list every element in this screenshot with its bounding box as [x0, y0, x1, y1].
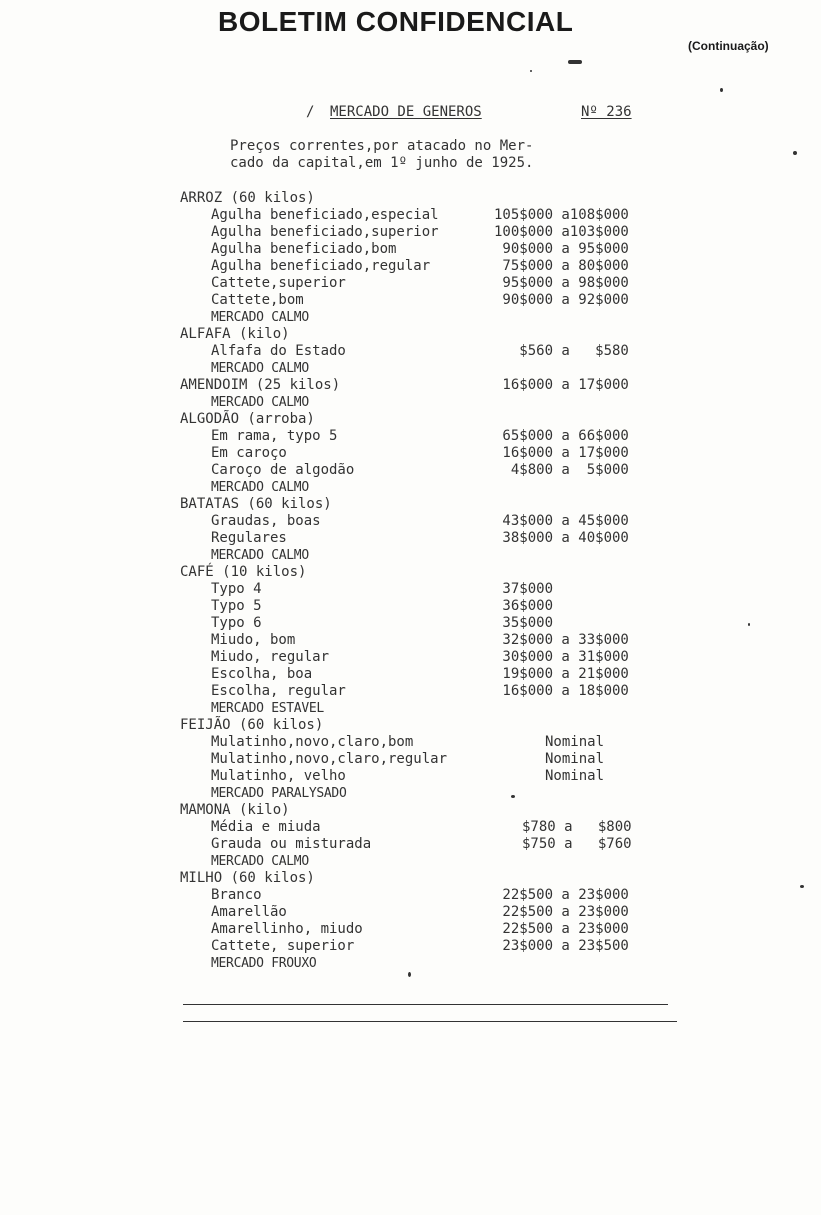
price-value: 32$000 a 33$000 — [494, 632, 629, 648]
market-status-row — [180, 547, 700, 564]
price-value: Nominal — [545, 768, 605, 784]
item-label: Typo 5 — [211, 598, 262, 614]
price-row — [180, 207, 700, 224]
category-label: ALGODÃO (arroba) — [180, 411, 315, 427]
item-label: Agulha beneficiado,regular — [211, 258, 431, 274]
price-value: $750 a $760 — [522, 836, 632, 852]
category-label: AMENDOIM (25 kilos) — [180, 377, 341, 393]
price-value: 95$000 a 98$000 — [494, 275, 629, 291]
section-title: MERCADO DE GENEROS — [330, 104, 482, 120]
category-row — [180, 870, 700, 887]
price-row — [180, 343, 700, 360]
category-label: CAFÉ (10 kilos) — [180, 564, 307, 580]
scan-speck — [720, 88, 723, 92]
item-label: Graudas, boas — [211, 513, 321, 529]
price-row — [180, 445, 700, 462]
market-status: MERCADO CALMO — [211, 310, 309, 325]
scan-speck — [793, 151, 797, 155]
price-value: 23$000 a 23$500 — [494, 938, 629, 954]
item-label: Mulatinho,novo,claro,regular — [211, 751, 448, 767]
item-label: Miudo, regular — [211, 649, 330, 665]
price-row — [180, 666, 700, 683]
category-row — [180, 496, 700, 513]
price-value: Nominal — [545, 734, 605, 750]
price-value: 22$500 a 23$000 — [494, 904, 629, 920]
bulletin-title: BOLETIM CONFIDENCIAL — [218, 6, 574, 37]
market-status-row — [180, 309, 700, 326]
price-row — [180, 292, 700, 309]
scan-speck — [530, 70, 532, 72]
price-value: 105$000 a108$000 — [494, 207, 629, 223]
item-label: Mulatinho,novo,claro,bom — [211, 734, 414, 750]
market-status-row — [180, 394, 700, 411]
category-row — [180, 411, 700, 428]
price-value: 16$000 a 18$000 — [494, 683, 629, 699]
price-row — [180, 904, 700, 921]
category-row — [180, 564, 700, 581]
price-listing — [180, 190, 700, 972]
scan-speck — [748, 623, 750, 626]
item-label: Cattete, superior — [211, 938, 355, 954]
category-label: BATATAS (60 kilos) — [180, 496, 332, 512]
market-status: MERCADO CALMO — [211, 361, 309, 376]
price-row — [180, 632, 700, 649]
price-value: 90$000 a 95$000 — [494, 241, 629, 257]
item-label: Branco — [211, 887, 262, 903]
price-row — [180, 887, 700, 904]
market-status: MERCADO ESTAVEL — [211, 701, 324, 716]
item-label: Agulha beneficiado,especial — [211, 207, 439, 223]
item-label: Miudo, bom — [211, 632, 296, 648]
item-label: Caroço de algodão — [211, 462, 355, 478]
price-row — [180, 768, 700, 785]
category-label: MAMONA (kilo) — [180, 802, 290, 818]
item-label: Em caroço — [211, 445, 287, 461]
price-row — [180, 581, 700, 598]
price-row — [180, 224, 700, 241]
intro-line: Preços correntes,por atacado no Mer- — [230, 138, 534, 154]
item-label: Agulha beneficiado,superior — [211, 224, 439, 240]
market-status-row — [180, 360, 700, 377]
item-label: Escolha, boa — [211, 666, 313, 682]
market-status: MERCADO PARALYSADO — [211, 786, 347, 801]
price-value: $560 a $580 — [494, 343, 629, 359]
price-row — [180, 275, 700, 292]
price-value: 36$000 — [494, 598, 554, 614]
price-value: 19$000 a 21$000 — [494, 666, 629, 682]
intro-paragraph — [230, 138, 533, 172]
price-value: 75$000 a 80$000 — [494, 258, 629, 274]
price-row — [180, 819, 700, 836]
price-value: 38$000 a 40$000 — [494, 530, 629, 546]
price-value: 22$500 a 23$000 — [494, 887, 629, 903]
item-label: Escolha, regular — [211, 683, 346, 699]
market-status-row — [180, 955, 700, 972]
market-status-row — [180, 700, 700, 717]
item-label: Typo 4 — [211, 581, 262, 597]
price-row — [180, 649, 700, 666]
price-value: 16$000 a 17$000 — [494, 377, 629, 393]
category-row — [180, 377, 700, 394]
item-label: Mulatinho, velho — [211, 768, 346, 784]
price-value: 100$000 a103$000 — [494, 224, 629, 240]
item-label: Amarellão — [211, 904, 287, 920]
category-row — [180, 802, 700, 819]
price-row — [180, 615, 700, 632]
price-value: 90$000 a 92$000 — [494, 292, 629, 308]
market-status: MERCADO FROUXO — [211, 956, 317, 971]
price-row — [180, 734, 700, 751]
market-status: MERCADO CALMO — [211, 395, 309, 410]
price-row — [180, 513, 700, 530]
price-row — [180, 683, 700, 700]
closing-rule — [183, 1004, 668, 1005]
category-row — [180, 717, 700, 734]
scan-speck — [511, 795, 515, 798]
item-label: Cattete,superior — [211, 275, 346, 291]
continuation-note: (Continuação) — [688, 39, 769, 53]
category-label: FEIJÃO (60 kilos) — [180, 717, 324, 733]
item-label: Typo 6 — [211, 615, 262, 631]
market-status: MERCADO CALMO — [211, 548, 309, 563]
intro-line: cado da capital,em 1º junho de 1925. — [230, 155, 534, 171]
price-row — [180, 428, 700, 445]
price-row — [180, 241, 700, 258]
price-row — [180, 921, 700, 938]
category-row — [180, 326, 700, 343]
category-label: ALFAFA (kilo) — [180, 326, 290, 342]
category-label: MILHO (60 kilos) — [180, 870, 315, 886]
price-value: Nominal — [545, 751, 605, 767]
item-label: Amarellinho, miudo — [211, 921, 363, 937]
price-value: $780 a $800 — [522, 819, 632, 835]
price-row — [180, 462, 700, 479]
closing-rule — [183, 1021, 677, 1022]
item-label: Agulha beneficiado,bom — [211, 241, 397, 257]
price-row — [180, 751, 700, 768]
category-label: ARROZ (60 kilos) — [180, 190, 315, 206]
market-status: MERCADO CALMO — [211, 854, 309, 869]
section-number: Nº 236 — [581, 104, 632, 120]
market-status-row — [180, 785, 700, 802]
price-value: 16$000 a 17$000 — [494, 445, 629, 461]
price-row — [180, 836, 700, 853]
item-label: Grauda ou misturada — [211, 836, 372, 852]
price-value: 22$500 a 23$000 — [494, 921, 629, 937]
price-row — [180, 598, 700, 615]
price-row — [180, 258, 700, 275]
price-value: 4$800 a 5$000 — [494, 462, 629, 478]
price-row — [180, 530, 700, 547]
market-status: MERCADO CALMO — [211, 480, 309, 495]
scan-speck — [800, 885, 804, 888]
price-value: 30$000 a 31$000 — [494, 649, 629, 665]
item-label: Média e miuda — [211, 819, 321, 835]
market-status-row — [180, 479, 700, 496]
price-value: 65$000 a 66$000 — [494, 428, 629, 444]
scan-speck — [568, 60, 582, 64]
market-status-row — [180, 853, 700, 870]
scan-speck — [408, 972, 411, 977]
item-label: Em rama, typo 5 — [211, 428, 338, 444]
item-label: Alfafa do Estado — [211, 343, 346, 359]
item-label: Regulares — [211, 530, 287, 546]
price-value: 35$000 — [494, 615, 554, 631]
category-row — [180, 190, 700, 207]
price-value: 43$000 a 45$000 — [494, 513, 629, 529]
item-label: Cattete,bom — [211, 292, 304, 308]
stray-mark: / — [306, 104, 315, 120]
price-row — [180, 938, 700, 955]
price-value: 37$000 — [494, 581, 554, 597]
